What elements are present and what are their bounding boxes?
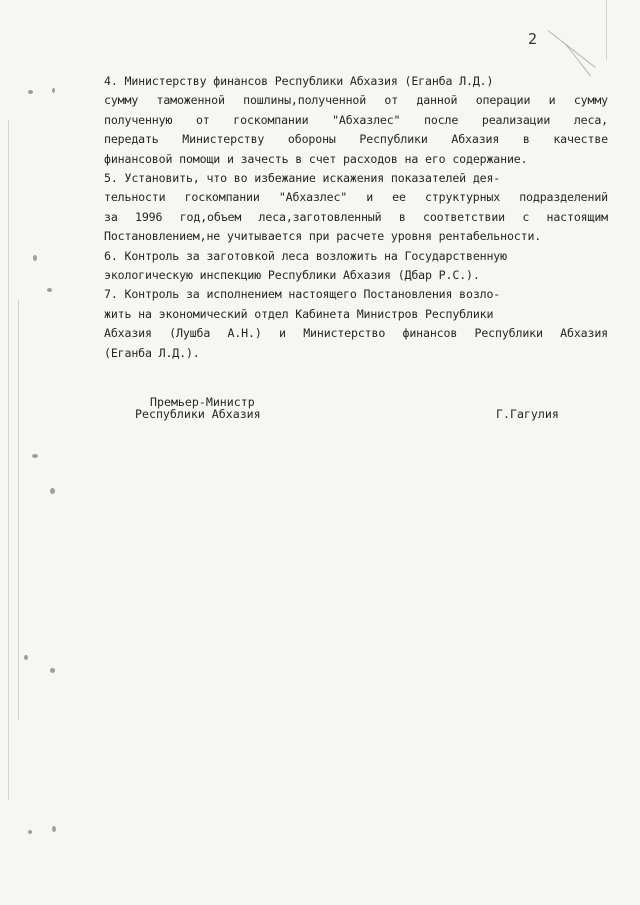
scan-smudge (52, 826, 56, 832)
scan-edge-line (606, 0, 607, 60)
text-line: 4. Министерству финансов Республики Абхазия (Еганба Л.Д.) (104, 74, 494, 88)
text-line: (Еганба Л.Д.). (104, 345, 200, 360)
scan-smudge (50, 488, 55, 494)
text-line: жить на экономический отдел Кабинета Министров Республики (104, 306, 494, 321)
text-line: Абхазия (Лушба А.Н.) и Министерство финансов Республики Абхазия (104, 326, 608, 341)
page-number: 2 (528, 30, 538, 48)
scan-edge-line (8, 120, 9, 800)
text-line: 6. Контроль за заготовкой леса возложить на Государственную (104, 248, 507, 263)
signatory-name: Г.Гагулия (496, 407, 559, 421)
signatory-title-line1: Премьер-Министр (150, 395, 255, 409)
scan-smudge (47, 288, 52, 292)
text-line: передать Министерству обороны Республики Абхазия в качестве (104, 132, 608, 147)
scan-smudge (32, 454, 38, 458)
scan-smudge (33, 255, 37, 261)
decree-body (104, 72, 608, 363)
scan-smudge (52, 88, 55, 93)
text-line: за 1996 год,объем леса,заготовленный в соответствии с настоящим (104, 209, 608, 224)
text-line: полученную от госкомпании "Абхазлес" после реализации леса, (104, 112, 608, 127)
scan-smudge (24, 655, 28, 660)
signatory-title-line2: Республики Абхазия (135, 407, 261, 421)
scan-smudge (28, 830, 32, 834)
scan-corner-mark (548, 30, 596, 68)
text-line: Постановлением,не учитывается при расчете уровня рентабельности. (104, 229, 542, 244)
text-line: экологическую инспекцию Республики Абхазия (Дбар Р.С.). (104, 268, 480, 283)
text-line: 5. Установить, что во избежание искажения показателей дея- (104, 171, 501, 186)
scan-edge-line (18, 300, 19, 720)
text-line: тельности госкомпании "Абхазлес" и ее структурных подразделений (104, 190, 608, 205)
scan-smudge (50, 668, 55, 673)
text-line: сумму таможенной пошлины,полученной от данной операции и сумму (104, 93, 608, 108)
text-line: 7. Контроль за исполнением настоящего Постановления возло- (104, 287, 501, 302)
text-line: финансовой помощи и зачесть в счет расходов на его содержание. (104, 151, 528, 166)
scan-smudge (28, 90, 33, 94)
